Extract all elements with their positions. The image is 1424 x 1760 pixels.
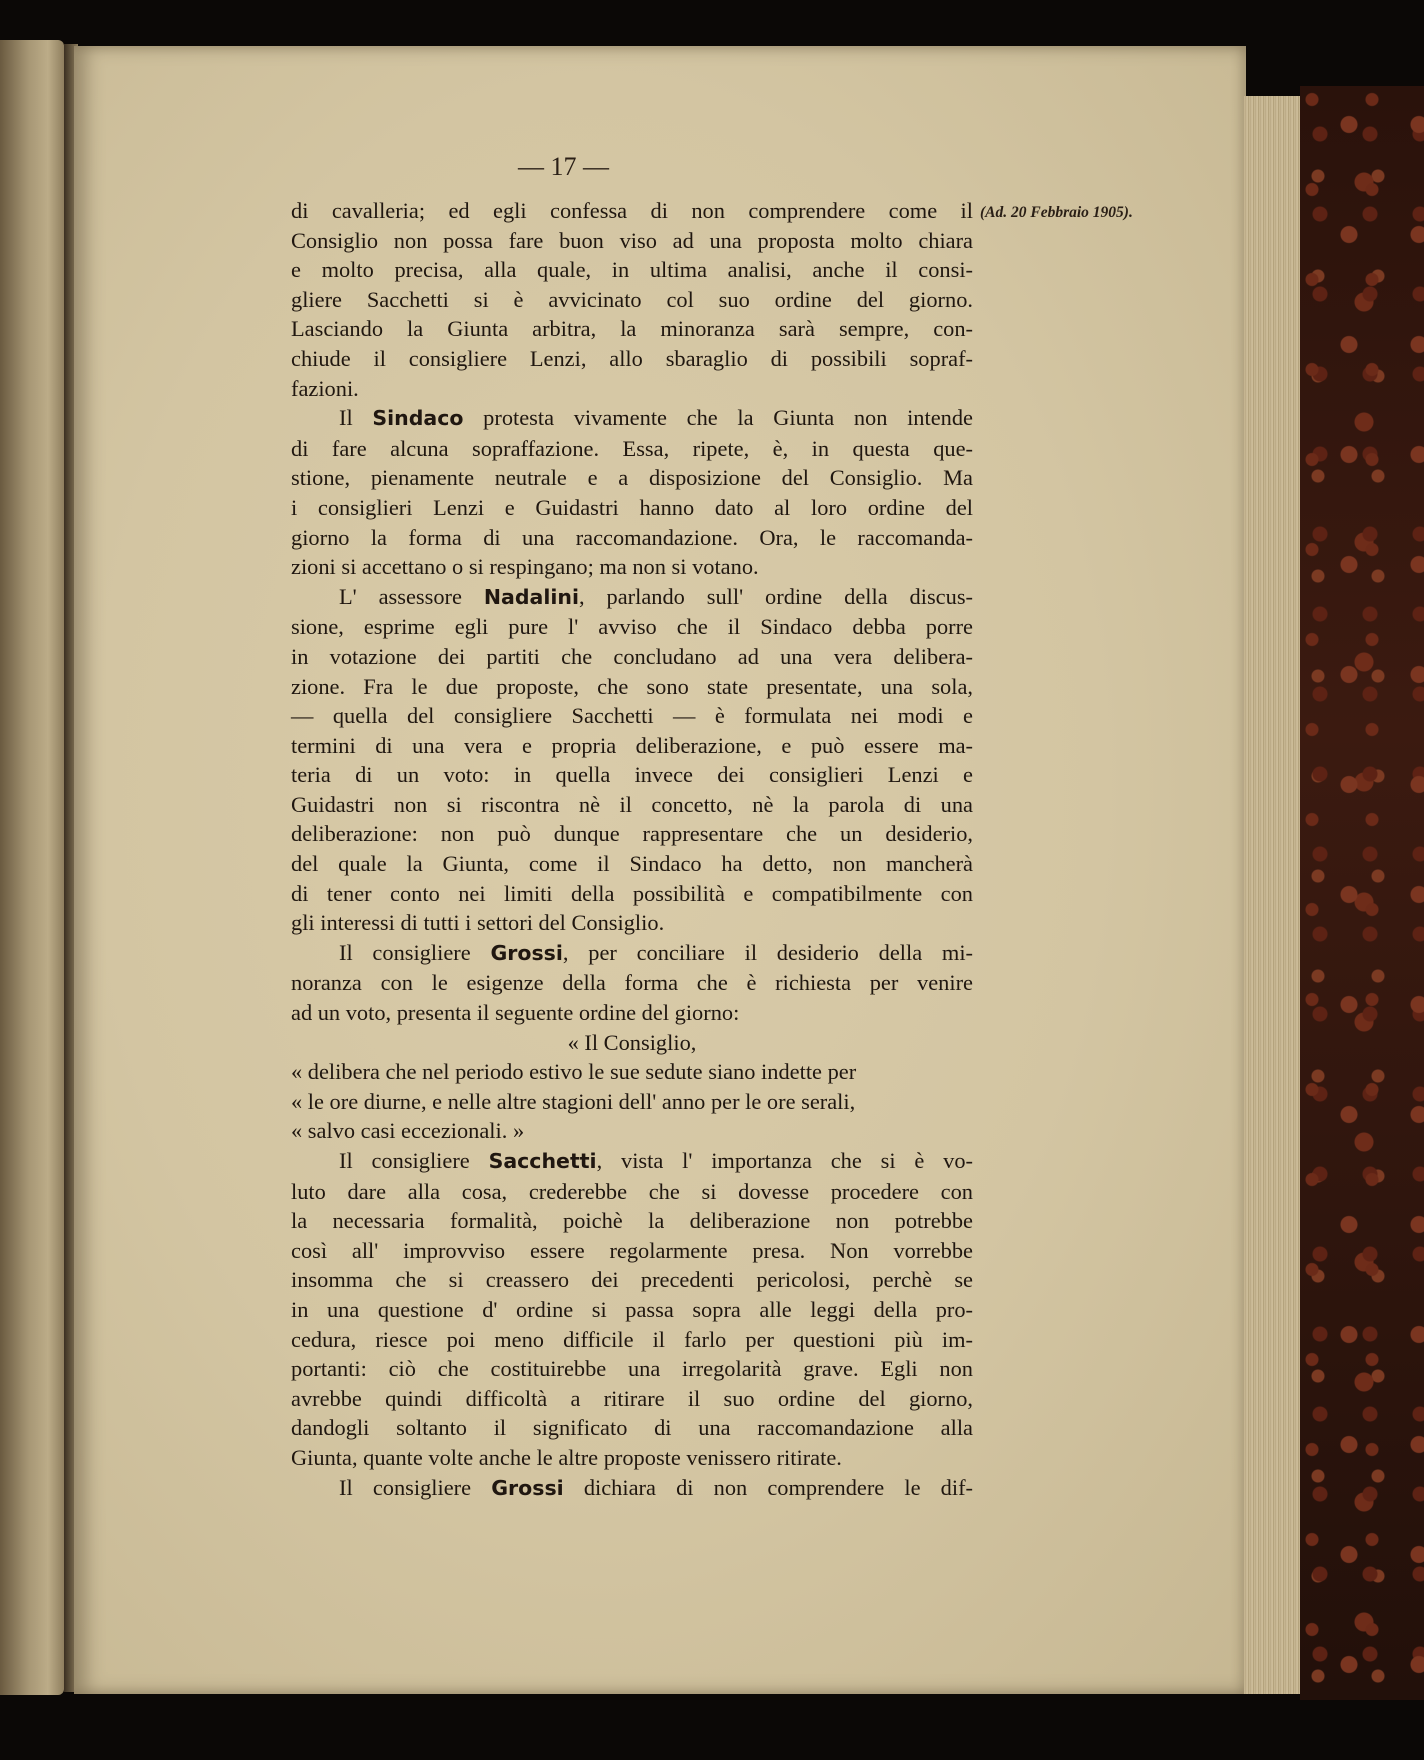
speaker-name: Sindaco xyxy=(372,406,464,431)
text-line xyxy=(291,403,973,434)
quote-line: « le ore diurne, e nelle altre stagioni dell' anno per le ore serali, xyxy=(291,1088,856,1114)
text-line: Lasciando la Giunta arbitra, la minoranza sarà sempre, con- xyxy=(291,316,973,342)
text-line: — quella del consigliere Sacchetti — è formulata nei modi e xyxy=(291,703,973,729)
text-line xyxy=(291,1473,973,1504)
page-number: — 17 — xyxy=(518,152,609,181)
text-line: del quale la Giunta, come il Sindaco ha detto, non mancherà xyxy=(291,851,973,877)
lead-text: L' assessore xyxy=(339,583,462,609)
text-line xyxy=(291,582,973,613)
text-line: stione, pienamente neutrale e a disposizione del Consiglio. Ma xyxy=(291,465,973,491)
text-line: gli interessi di tutti i settori del Consiglio. xyxy=(291,910,665,936)
lead-text: Il consigliere xyxy=(339,1474,472,1500)
line-rest: , vista l' importanza che si è vo- xyxy=(596,1148,973,1173)
text-line: teria di un voto: in quella invece dei consiglieri Lenzi e xyxy=(291,762,973,788)
text-line: gliere Sacchetti si è avvicinato col suo ordine del giorno. xyxy=(291,286,973,312)
text-line: zione. Fra le due proposte, che sono state presentate, una sola, xyxy=(291,673,973,699)
text-line: cedura, riesce poi meno difficile il farlo per questioni più im- xyxy=(291,1326,973,1352)
text-line: giorno la forma di una raccomandazione. Ora, le raccomanda- xyxy=(291,524,973,550)
text-line: Guidastri non si riscontra nè il concetto, nè la parola di una xyxy=(291,791,973,817)
line-rest: , per conciliare il desiderio della mi- xyxy=(562,939,973,965)
text-line xyxy=(291,1146,973,1177)
quote-line: « delibera che nel periodo estivo le sue sedute siano indette per xyxy=(291,1059,857,1085)
text-line: in votazione dei partiti che concludano ad una vera delibera- xyxy=(291,643,973,669)
text-line: termini di una vera e propria deliberazione, e può essere ma- xyxy=(291,732,973,758)
marbled-cover xyxy=(1300,86,1424,1700)
text-line: ad un voto, presenta il seguente ordine del giorno: xyxy=(291,1000,740,1026)
text-line: e molto precisa, alla quale, in ultima analisi, anche il consi- xyxy=(291,257,973,283)
text-line: la necessaria formalità, poichè la deliberazione non potrebbe xyxy=(291,1208,973,1234)
lead-text: Il consigliere xyxy=(339,939,471,965)
speaker-name: Nadalini xyxy=(483,584,580,609)
paragraph-5 xyxy=(291,1146,973,1473)
speaker-name: Grossi xyxy=(491,1475,564,1500)
lead-text: Il consigliere xyxy=(339,1148,470,1173)
text-line: così all' improvviso essere regolarmente presa. Non vorrebbe xyxy=(291,1237,973,1263)
text-line: sione, esprime egli pure l' avviso che il Sindaco debba porre xyxy=(291,614,973,640)
text-line: Giunta, quante volte anche le altre proposte venissero ritirate. xyxy=(291,1444,842,1470)
text-line: Consiglio non possa fare buon viso ad una proposta molto chiara xyxy=(291,227,973,253)
margin-note: (Ad. 20 Febbraio 1905). xyxy=(980,204,1133,221)
paragraph-1 xyxy=(291,196,973,403)
text-line: i consiglieri Lenzi e Guidastri hanno dato al loro ordine del xyxy=(291,494,973,520)
text-line: zioni si accettano o si respingano; ma non si votano. xyxy=(291,554,759,580)
text-line: avrebbe quindi difficoltà a ritirare il suo ordine del giorno, xyxy=(291,1385,973,1411)
line-rest: , parlando sull' ordine della discus- xyxy=(579,583,973,609)
text-line xyxy=(291,938,973,969)
text-line: di fare alcuna sopraffazione. Essa, ripete, è, in questa que- xyxy=(291,435,973,461)
speaker-name: Grossi xyxy=(490,940,563,965)
text-line: deliberazione: non può dunque rappresentare che un desiderio, xyxy=(291,821,973,847)
left-page-edge xyxy=(0,40,64,1695)
quote-title: « Il Consiglio, xyxy=(567,1029,697,1055)
text-line: noranza con le esigenze della forma che è richiesta per venire xyxy=(291,970,973,996)
line-rest: dichiara di non comprendere le dif- xyxy=(583,1474,973,1500)
text-line: fazioni. xyxy=(291,375,359,401)
text-line: insomma che si creassero dei precedenti pericolosi, perchè se xyxy=(291,1267,973,1293)
text-line: dandogli soltanto il significato di una raccomandazione alla xyxy=(291,1415,973,1441)
paragraph-4 xyxy=(291,938,973,1028)
page-stack-edge xyxy=(1244,96,1306,1694)
text-line: in una questione d' ordine si passa sopra alle leggi della pro- xyxy=(291,1296,973,1322)
quote-line: « salvo casi eccezionali. » xyxy=(291,1118,525,1144)
quoted-resolution xyxy=(291,1057,973,1146)
line-rest: protesta vivamente che la Giunta non intende xyxy=(483,405,973,431)
paragraph-2 xyxy=(291,403,973,582)
paragraph-6 xyxy=(291,1473,973,1504)
paragraph-3 xyxy=(291,582,973,938)
speaker-name: Sacchetti xyxy=(488,1149,597,1173)
text-line: di tener conto nei limiti della possibilità e compatibilmente con xyxy=(291,880,973,906)
text-line: luto dare alla cosa, crederebbe che si dovesse procedere con xyxy=(291,1178,973,1204)
body-text xyxy=(291,196,973,1503)
text-line: chiude il consigliere Lenzi, allo sbaraglio di possibili sopraf- xyxy=(291,345,973,371)
text-line: di cavalleria; ed egli confessa di non comprendere come il xyxy=(291,198,973,223)
text-line: portanti: ciò che costituirebbe una irregolarità grave. Egli non xyxy=(291,1356,973,1382)
lead-text: Il xyxy=(339,405,353,431)
